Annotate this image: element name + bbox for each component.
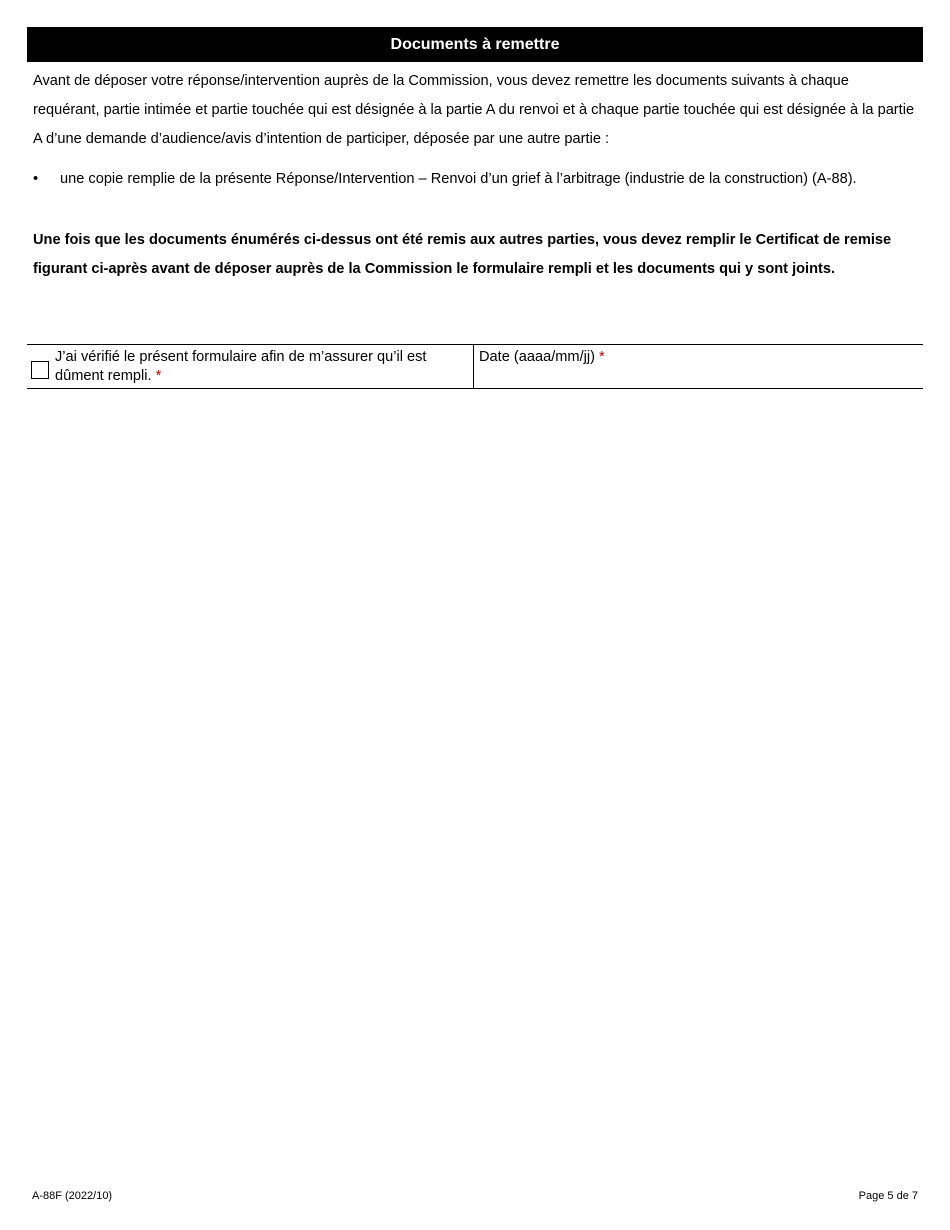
verification-checkbox[interactable] [31,361,49,379]
section-header [27,27,923,62]
verification-label: J’ai vérifié le présent formulaire afin de m’assurer qu’il est dûment rempli. * [55,349,427,384]
bullet-icon: • [33,171,39,187]
date-label: Date (aaaa/mm/jj) [479,349,595,365]
required-marker: * [599,349,605,365]
form-code: A-88F (2022/10) [32,1190,113,1202]
bullet-text: une copie remplie de la présente Réponse/Intervention – Renvoi d’un grief à l’arbitrage (industrie de la construction) (A-88). [60,171,857,187]
certification-row [27,344,923,389]
bullet-list-item [33,168,918,190]
date-field[interactable] [474,345,923,388]
verification-cell [27,345,474,388]
intro-paragraph: Avant de déposer votre réponse/intervention auprès de la Commission, vous devez remettre les documents suivants à chaque requérant, partie intimée et partie touchée qui est désignée à la partie A du renvoi et à chaque partie touchée qui est désignée à la partie A d’une demande d’audience/avis d’intention de participer, déposée par une autre partie : [33,73,915,147]
page-number: Page 5 de 7 [858,1190,918,1202]
instruction-note: Une fois que les documents énumérés ci-dessus ont été remis aux autres parties, vous devez remplir le Certificat de remise figurant ci-après avant de déposer auprès de la Commission le formulaire rempli et les documents qui y sont joints. [33,232,892,277]
required-marker: * [155,368,162,384]
section-title: Documents à remettre [390,35,560,53]
